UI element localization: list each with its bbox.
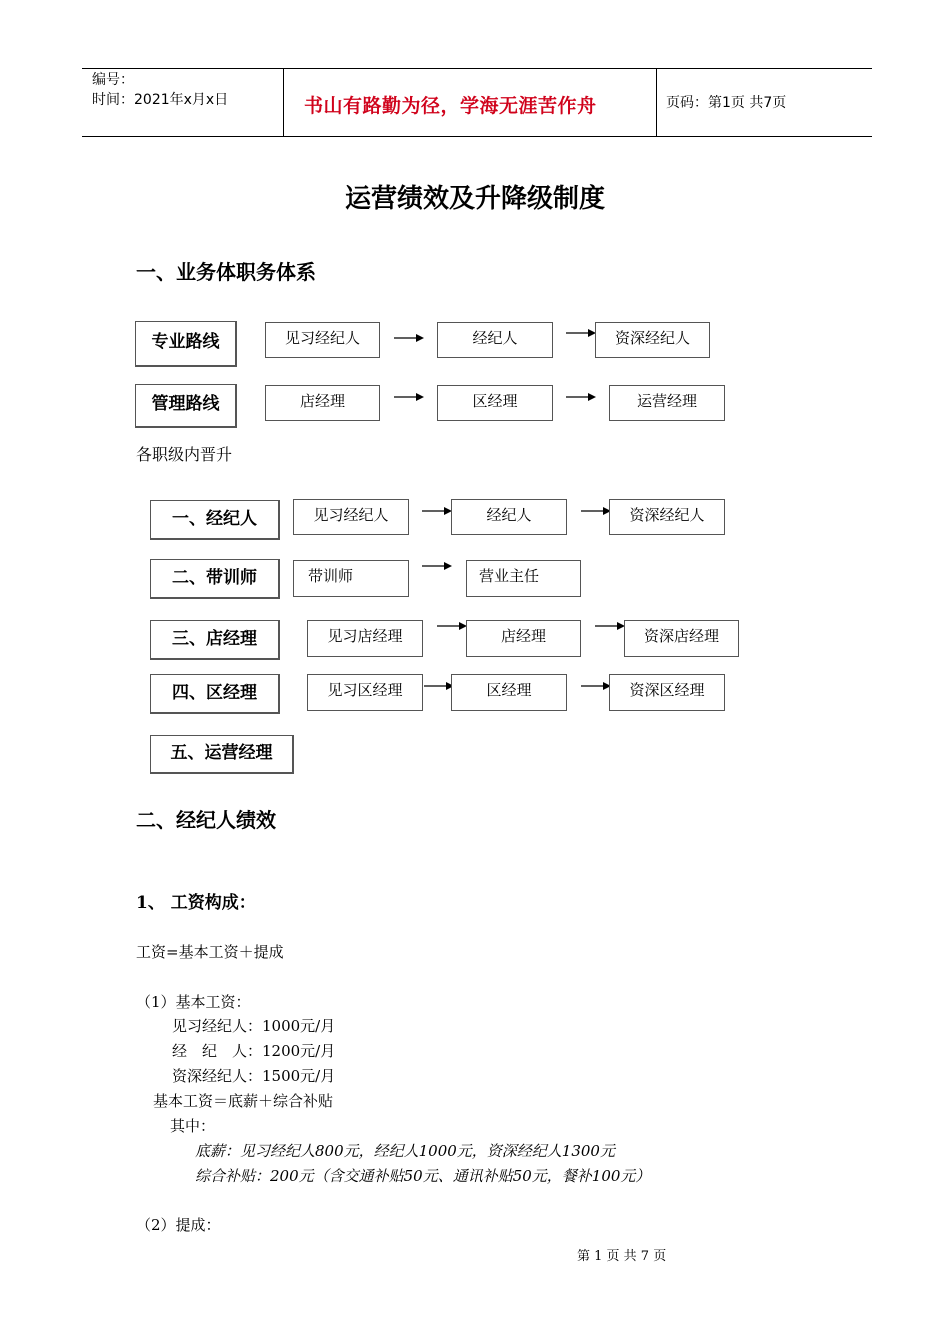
route-label-professional: 专业路线	[135, 321, 237, 367]
header-code-label: 编号：	[92, 72, 134, 88]
arrow-right-icon	[437, 621, 467, 631]
level-step: 见习店经理	[307, 620, 423, 657]
level-step: 资深经纪人	[609, 499, 725, 535]
level-label-broker: 一、经纪人	[150, 500, 280, 540]
arrow-right-icon	[566, 328, 596, 338]
arrow-right-icon	[422, 506, 452, 516]
level-step: 见习区经理	[307, 674, 423, 711]
base-salary-line: 见习经纪人：1000元/月	[172, 1017, 336, 1035]
arrow-right-icon	[424, 681, 454, 691]
level-step: 资深区经理	[609, 674, 725, 711]
header-bottom-border	[82, 136, 872, 137]
base-salary-heading: （1）基本工资：	[136, 993, 251, 1011]
header-top-border	[82, 68, 872, 69]
level-step: 区经理	[451, 674, 567, 711]
commission-heading: （2）提成：	[136, 1216, 221, 1234]
level-step: 资深店经理	[624, 620, 739, 657]
header-page-info: 页码：第1页 共7页	[666, 95, 787, 111]
arrow-right-icon	[394, 392, 424, 402]
level-label-trainer: 二、带训师	[150, 559, 280, 599]
route-step: 运营经理	[609, 385, 725, 421]
route-label-management: 管理路线	[135, 384, 237, 428]
arrow-right-icon	[394, 333, 424, 343]
section1-subheading: 各职级内晋升	[136, 445, 233, 464]
level-label-store-manager: 三、店经理	[150, 620, 280, 660]
level-label-district-manager: 四、区经理	[150, 674, 280, 714]
route-step: 经纪人	[437, 322, 553, 358]
section2-heading: 二、经纪人绩效	[136, 808, 276, 832]
arrow-right-icon	[581, 506, 611, 516]
route-step: 见习经纪人	[265, 322, 380, 358]
page-footer: 第 1 页 共 7 页	[577, 1249, 667, 1264]
level-step: 见习经纪人	[293, 499, 409, 535]
header-motto: 书山有路勤为径，学海无涯苦作舟	[304, 95, 597, 117]
base-salary-line: 经 纪 人：1200元/月	[172, 1042, 336, 1060]
header-divider-right	[656, 69, 657, 136]
section1-heading: 一、业务体职务体系	[136, 260, 316, 284]
base-pay-detail: 底薪：见习经纪人800元，经纪人1000元，资深经纪人1300元	[195, 1142, 615, 1160]
salary-formula: 工资=基本工资＋提成	[136, 943, 284, 961]
arrow-right-icon	[422, 561, 452, 571]
arrow-right-icon	[566, 392, 596, 402]
header-date-label: 时间：2021年x月x日	[92, 92, 229, 108]
route-step: 区经理	[437, 385, 553, 421]
level-step: 店经理	[466, 620, 581, 657]
base-salary-line: 资深经纪人：1500元/月	[172, 1067, 336, 1085]
level-step: 营业主任	[466, 560, 581, 597]
header-divider-left	[283, 69, 284, 136]
level-step: 经纪人	[451, 499, 567, 535]
base-salary-formula: 基本工资＝底薪＋综合补贴	[153, 1092, 334, 1110]
level-label-operations-manager: 五、运营经理	[150, 735, 294, 774]
level-step: 带训师	[293, 560, 409, 597]
route-step: 店经理	[265, 385, 380, 421]
salary-structure-heading: 1、 工资构成：	[136, 893, 256, 913]
route-step: 资深经纪人	[595, 322, 710, 358]
arrow-right-icon	[595, 621, 625, 631]
document-title: 运营绩效及升降级制度	[344, 184, 605, 214]
arrow-right-icon	[581, 681, 611, 691]
among-label: 其中：	[170, 1117, 216, 1135]
allowance-detail: 综合补贴：200元（含交通补贴50元、通讯补贴50元，餐补100元）	[195, 1167, 651, 1185]
